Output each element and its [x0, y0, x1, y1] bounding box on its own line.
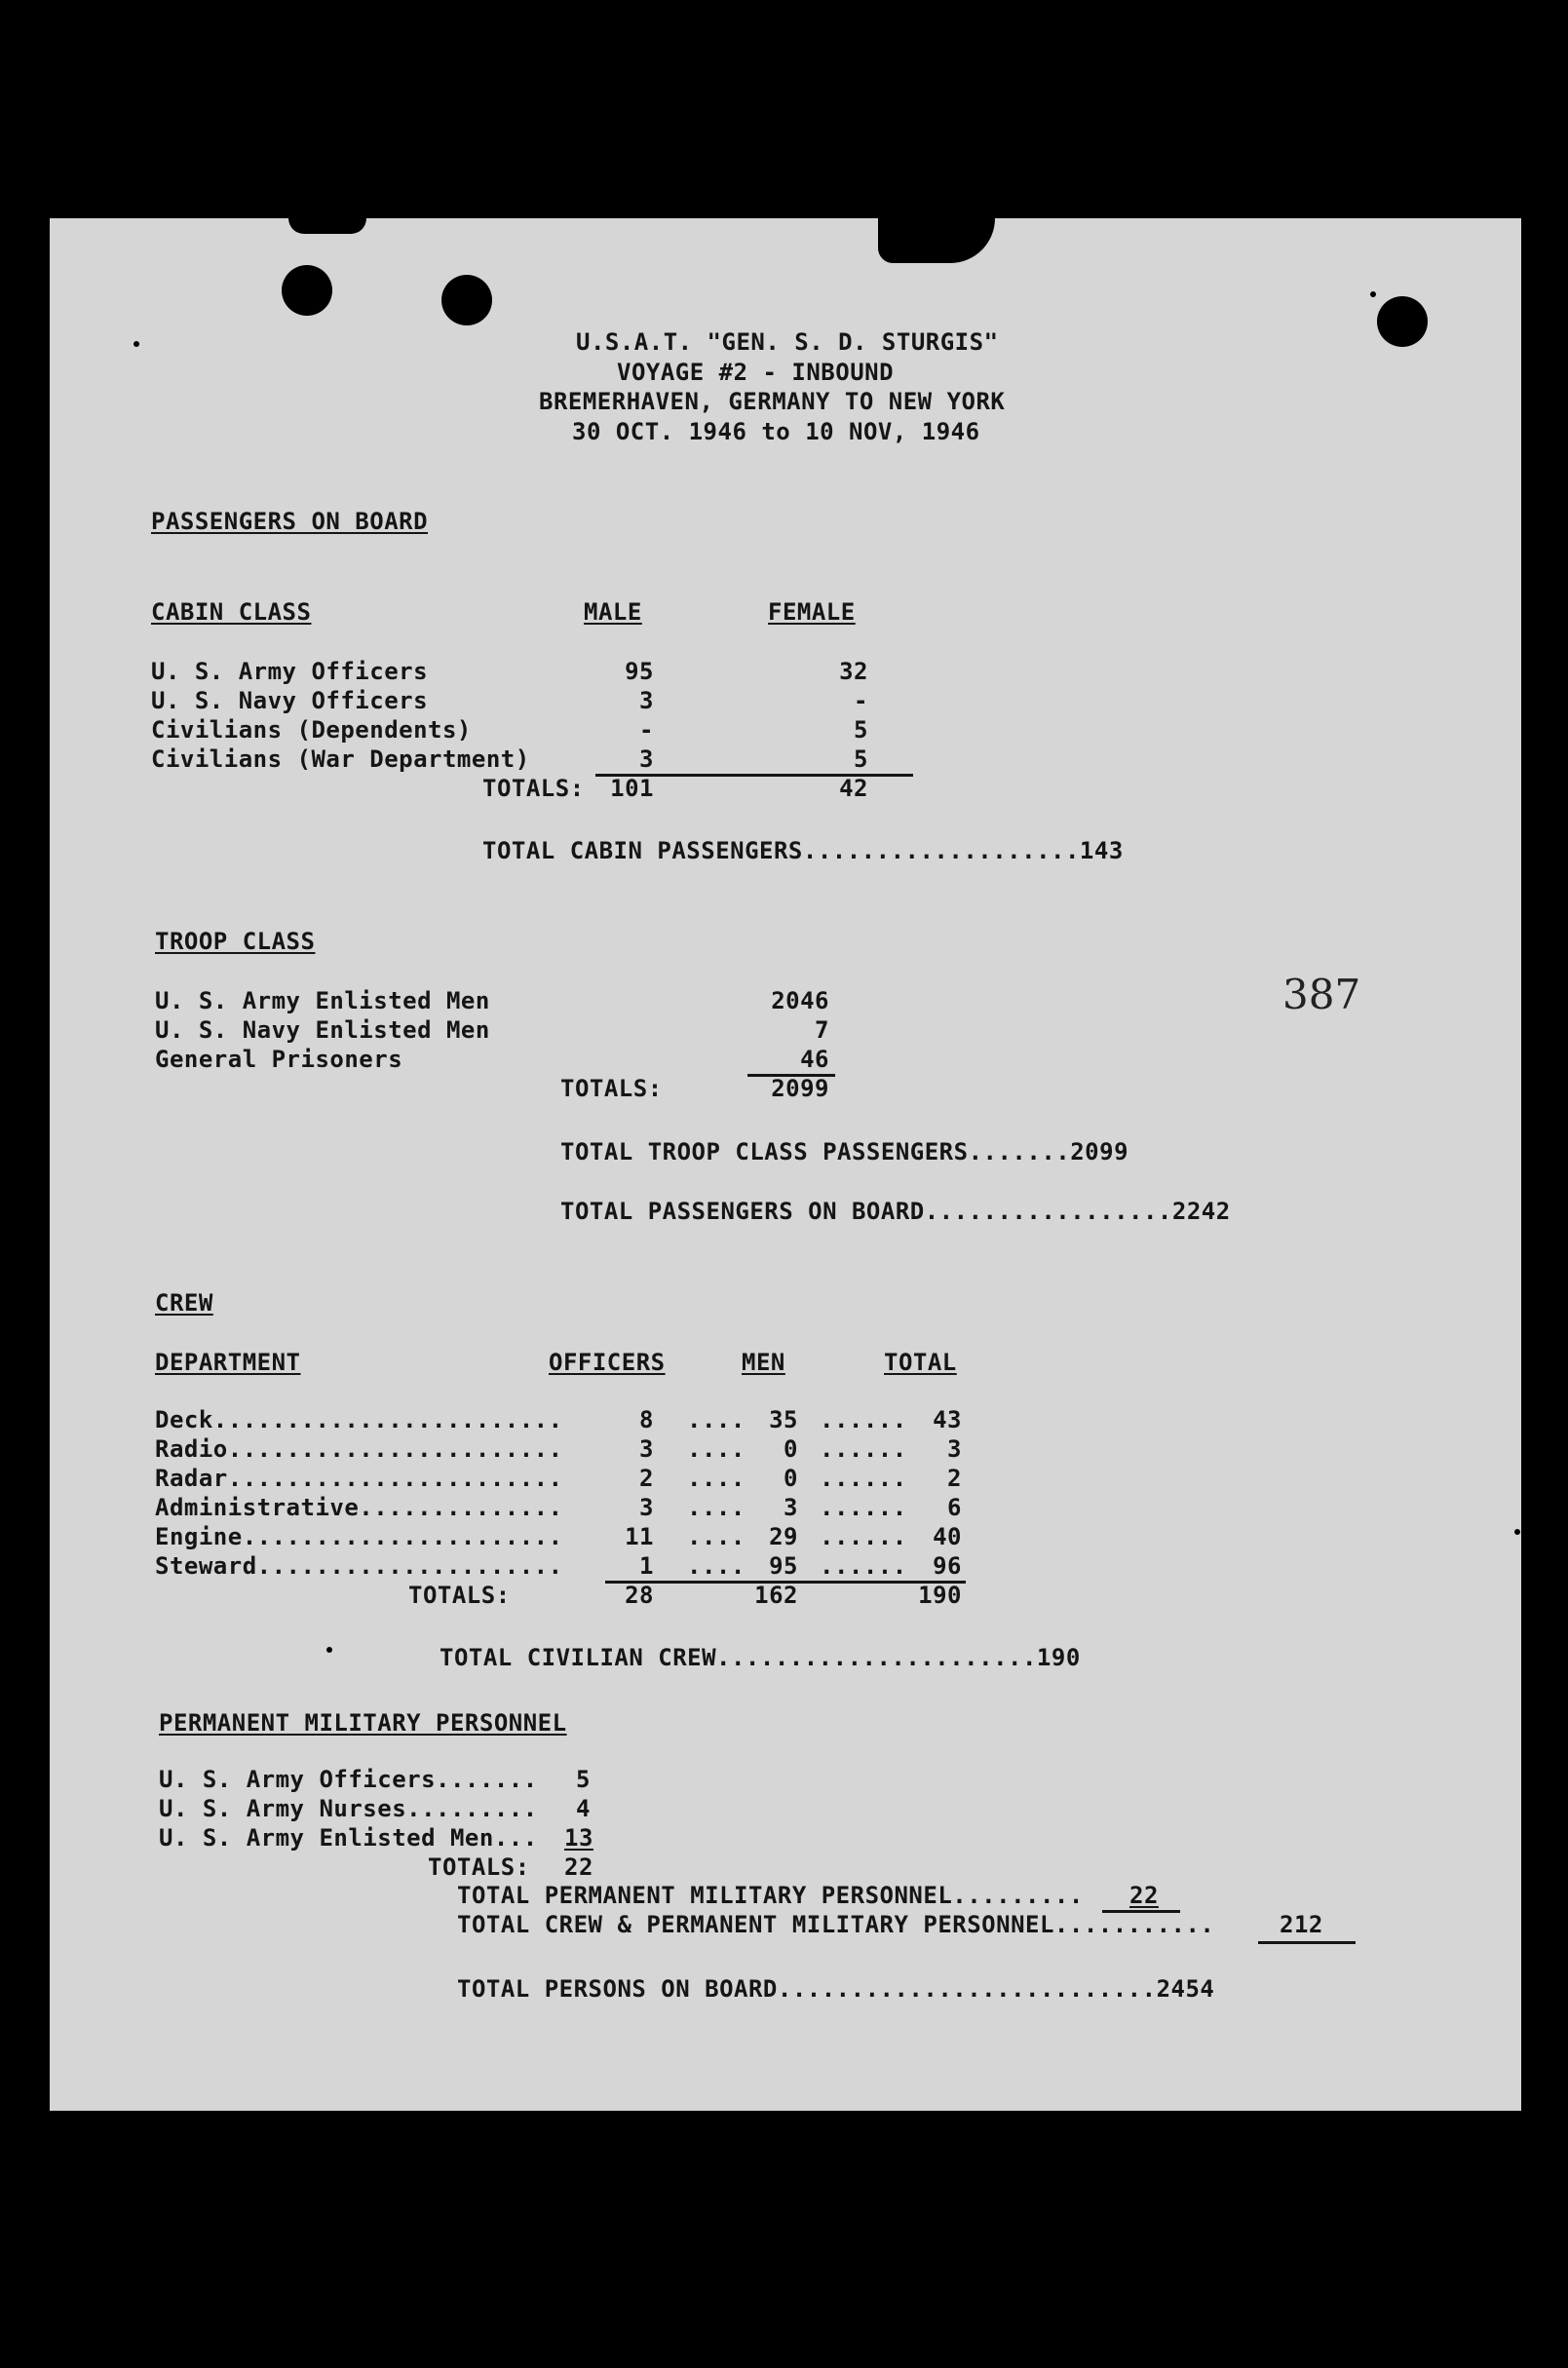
crew-row-dept: Engine...................... [155, 1523, 563, 1550]
crew-row-men: 0 [784, 1465, 798, 1492]
cabin-row-label: Civilians (Dependents) [151, 716, 472, 744]
cabin-row-male: 3 [639, 687, 654, 714]
troop-row-label: U. S. Navy Enlisted Men [155, 1016, 490, 1044]
military-total: 22 [564, 1853, 593, 1881]
punch-hole-left [282, 265, 332, 316]
crew-sep-men: .... [687, 1465, 746, 1492]
cabin-row-male: 3 [639, 745, 654, 773]
military-row-value: 13 [564, 1824, 593, 1852]
document-page [50, 218, 1521, 2111]
troop-row-value: 2046 [771, 987, 829, 1014]
crew-military-underline [1258, 1941, 1356, 1944]
military-totals-label: TOTALS: [428, 1853, 530, 1881]
crew-sep-total: ...... [820, 1465, 907, 1492]
troop-totals-label: TOTALS: [560, 1075, 663, 1102]
crew-row-officers: 8 [639, 1406, 654, 1433]
persons-total-line: TOTAL PERSONS ON BOARD..........................2454 [457, 1975, 1215, 2003]
cabin-total-line: TOTAL CABIN PASSENGERS...................143 [482, 837, 1124, 864]
crew-row-men: 35 [769, 1406, 798, 1433]
torn-edge [288, 218, 366, 234]
cabin-totals-label: TOTALS: [482, 775, 585, 802]
cabin-row-male: 95 [625, 658, 654, 685]
crew-row-officers: 3 [639, 1435, 654, 1463]
cabin-row-label: Civilians (War Department) [151, 745, 530, 773]
col-female-header: FEMALE [768, 598, 856, 626]
crew-row-officers: 11 [625, 1523, 654, 1550]
crew-sep-total: ...... [820, 1435, 907, 1463]
crew-row-dept: Deck........................ [155, 1406, 563, 1433]
crew-row-dept: Radar....................... [155, 1465, 563, 1492]
col-total-header: TOTAL [884, 1349, 957, 1376]
crew-sep-men: .... [687, 1435, 746, 1463]
crew-row-officers: 3 [639, 1494, 654, 1521]
cabin-row-female: - [854, 687, 868, 714]
troop-row-value: 7 [815, 1016, 829, 1044]
crew-row-total: 43 [933, 1406, 962, 1433]
military-row-value: 4 [576, 1795, 591, 1822]
speck [134, 341, 139, 347]
dates-line: 30 OCT. 1946 to 10 NOV, 1946 [572, 418, 980, 445]
military-row-label: U. S. Army Nurses......... [159, 1795, 538, 1822]
crew-row-total: 2 [947, 1465, 962, 1492]
troop-row-value: 46 [800, 1046, 829, 1073]
crew-sep-men: .... [687, 1523, 746, 1550]
crew-sep-total: ...... [820, 1552, 907, 1580]
speck [1370, 291, 1376, 297]
cabin-row-label: U. S. Army Officers [151, 658, 429, 685]
military-row-label: U. S. Army Officers....... [159, 1766, 538, 1793]
speck [326, 1647, 332, 1653]
crew-row-men: 29 [769, 1523, 798, 1550]
military-row-value: 5 [576, 1766, 591, 1793]
crew-row-officers: 2 [639, 1465, 654, 1492]
ship-title: U.S.A.T. "GEN. S. D. STURGIS" [576, 328, 999, 356]
voyage-line: VOYAGE #2 - INBOUND [617, 359, 895, 386]
passengers-heading: PASSENGERS ON BOARD [151, 508, 429, 535]
handwritten-page-number: 387 [1282, 971, 1361, 1018]
crew-row-men: 0 [784, 1435, 798, 1463]
crew-sep-total: ...... [820, 1406, 907, 1433]
cabin-row-female: 5 [854, 745, 868, 773]
crew-row-men: 95 [769, 1552, 798, 1580]
crew-sep-men: .... [687, 1494, 746, 1521]
cabin-class-heading: CABIN CLASS [151, 598, 312, 626]
troop-total-line: TOTAL TROOP CLASS PASSENGERS.......2099 [560, 1138, 1129, 1165]
crew-total-officers: 28 [625, 1582, 654, 1609]
troop-total: 2099 [771, 1075, 829, 1102]
route-line: BREMERHAVEN, GERMANY TO NEW YORK [539, 388, 1006, 415]
military-row-label: U. S. Army Enlisted Men... [159, 1824, 538, 1852]
military-heading: PERMANENT MILITARY PERSONNEL [159, 1709, 567, 1737]
col-men-header: MEN [742, 1349, 785, 1376]
cabin-total-male: 101 [610, 775, 654, 802]
military-total-line-value: 22 [1129, 1882, 1159, 1909]
crew-row-dept: Radio....................... [155, 1435, 563, 1463]
crew-sep-men: .... [687, 1552, 746, 1580]
crew-sep-men: .... [687, 1406, 746, 1433]
crew-row-officers: 1 [639, 1552, 654, 1580]
punch-hole-middle [441, 275, 492, 325]
crew-row-dept: Administrative.............. [155, 1494, 563, 1521]
torn-edge-notch [878, 218, 995, 263]
cabin-row-label: U. S. Navy Officers [151, 687, 429, 714]
passengers-total-line: TOTAL PASSENGERS ON BOARD.................2242 [560, 1198, 1231, 1225]
crew-sep-total: ...... [820, 1523, 907, 1550]
cabin-row-female: 32 [839, 658, 868, 685]
crew-row-men: 3 [784, 1494, 798, 1521]
crew-total-line: TOTAL CIVILIAN CREW......................190 [440, 1644, 1081, 1671]
cabin-row-male: - [639, 716, 654, 744]
cabin-total-female: 42 [839, 775, 868, 802]
crew-row-total: 96 [933, 1552, 962, 1580]
crew-row-dept: Steward..................... [155, 1552, 563, 1580]
col-male-header: MALE [584, 598, 642, 626]
crew-heading: CREW [155, 1289, 213, 1317]
crew-military-value: 212 [1280, 1911, 1323, 1938]
crew-row-total: 3 [947, 1435, 962, 1463]
troop-row-label: General Prisoners [155, 1046, 403, 1073]
crew-totals-label: TOTALS: [408, 1582, 511, 1609]
crew-total-men: 162 [754, 1582, 798, 1609]
crew-sep-total: ...... [820, 1494, 907, 1521]
punch-hole-right [1377, 296, 1428, 347]
col-officers-header: OFFICERS [549, 1349, 666, 1376]
speck [1514, 1529, 1520, 1535]
col-department-header: DEPARTMENT [155, 1349, 301, 1376]
crew-total-total: 190 [918, 1582, 962, 1609]
cabin-row-female: 5 [854, 716, 868, 744]
troop-class-heading: TROOP CLASS [155, 928, 316, 955]
crew-military-label: TOTAL CREW & PERMANENT MILITARY PERSONNEL........... [457, 1911, 1215, 1938]
crew-row-total: 40 [933, 1523, 962, 1550]
military-total-line-label: TOTAL PERMANENT MILITARY PERSONNEL......... [457, 1882, 1084, 1909]
troop-row-label: U. S. Army Enlisted Men [155, 987, 490, 1014]
crew-row-total: 6 [947, 1494, 962, 1521]
